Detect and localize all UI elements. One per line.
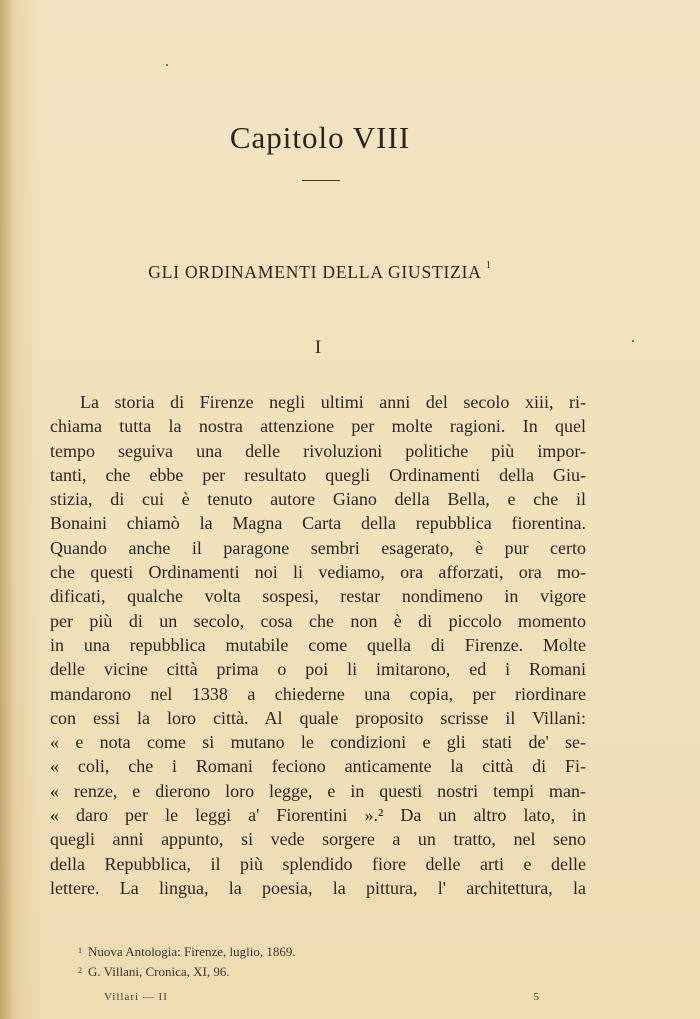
footnote-mark: 2 xyxy=(78,966,82,975)
section-heading xyxy=(50,262,590,283)
text-line: « coli, che i Romani feciono anticamente la città di Fi- xyxy=(50,756,586,777)
footnote-text: G. Villani, Cronica, XI, 96. xyxy=(88,964,230,979)
running-head: Villari — II xyxy=(104,991,168,1003)
page-number: 5 xyxy=(533,991,540,1003)
text-line: in una repubblica mutabile come quella di Firenze. Molte xyxy=(50,634,586,655)
footnote-mark: 1 xyxy=(78,946,82,955)
text-line: « e nota come si mutano le condizioni e gli stati de' se- xyxy=(50,732,586,753)
text-line: tanti, che ebbe per resultato quegli Ordinamenti della Giu- xyxy=(50,464,586,485)
text-line: dificati, qualche volta sospesi, restar nondimeno in vigore xyxy=(50,586,586,607)
footnote xyxy=(78,942,296,962)
section-heading-text: GLI ORDINAMENTI DELLA GIUSTIZIA xyxy=(148,262,481,282)
footnotes xyxy=(78,942,296,982)
text-line: lettere. La lingua, la poesia, la pittura, l' architettura, la xyxy=(50,877,586,898)
page-footer xyxy=(104,991,540,1003)
text-line: delle vicine città prima o poi li imitarono, ed i Romani xyxy=(50,659,586,680)
chapter-title: Capitolo VIII xyxy=(229,120,411,155)
ink-speck xyxy=(166,64,168,66)
title-rule xyxy=(302,180,340,181)
footnote-text: Nuova Antologia: Firenze, luglio, 1869. xyxy=(88,944,296,959)
text-line: « renze, e dierono loro legge, e in questi nostri tempi man- xyxy=(50,780,586,801)
text-line: per più di un secolo, cosa che non è di piccolo momento xyxy=(50,610,586,631)
body-paragraph xyxy=(50,390,586,900)
text-line: La storia di Firenze negli ultimi anni del secolo xiii, ri- xyxy=(80,392,586,412)
text-line: chiama tutta la nostra attenzione per molte ragioni. In quel xyxy=(50,416,586,437)
footnote-ref: 1 xyxy=(485,260,492,271)
footnote xyxy=(78,962,296,982)
text-line: Bonaini chiamò la Magna Carta della repubblica fiorentina. xyxy=(50,513,586,534)
text-line: « daro per le leggi a' Fiorentini ».² Da un altro lato, in xyxy=(50,805,586,826)
text-line: della Repubblica, il più splendido fiore delle arti e delle xyxy=(50,853,586,874)
text-line: che questi Ordinamenti noi li vediamo, ora afforzati, ora mo- xyxy=(50,562,586,583)
section-number: I xyxy=(314,337,322,358)
text-line: Quando anche il paragone sembri esagerato, è pur certo xyxy=(50,537,586,558)
text-line: quegli anni appunto, si vede sorgere a un tratto, nel seno xyxy=(50,829,586,850)
text-line: mandarono nel 1338 a chiederne una copia, per riordinare xyxy=(50,683,586,704)
text-line: tempo seguiva una delle rivoluzioni politiche più impor- xyxy=(50,440,586,461)
text-line: con essi la loro città. Al quale proposito scrisse il Villani: xyxy=(50,707,586,728)
text-line: stizia, di cui è tenuto autore Giano della Bella, e che il xyxy=(50,489,586,510)
